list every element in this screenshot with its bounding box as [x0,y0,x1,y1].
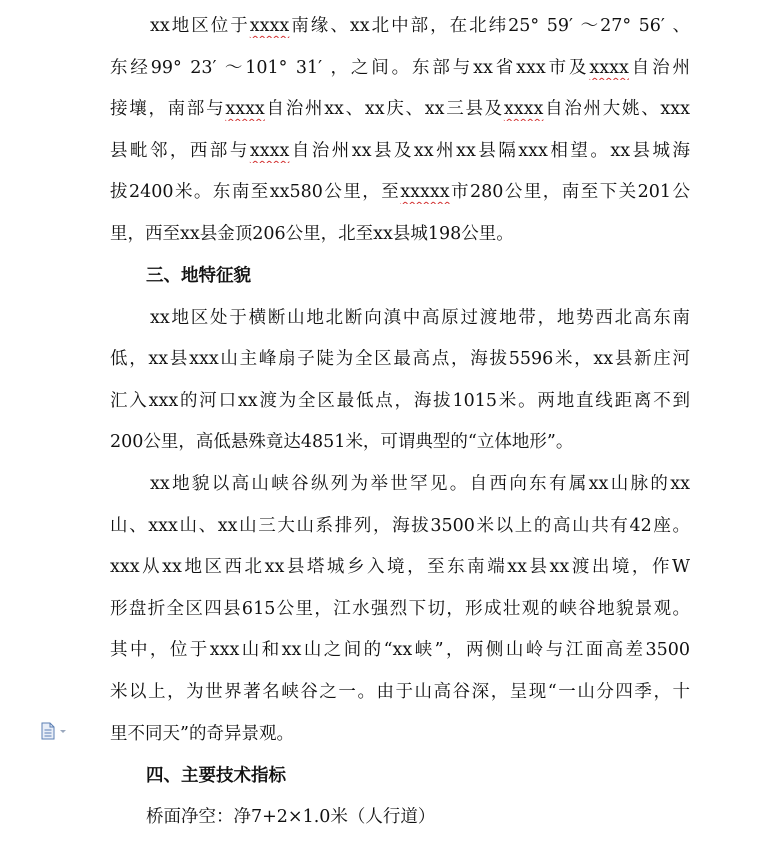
text-run: xx地区位于 [150,16,250,36]
section-heading-3: 三、地特征貌 [146,266,251,286]
para2-line-4: 200公里，高低悬殊竟达4851米，可谓典型的“立体地形”。 [110,432,574,452]
para2-line-2: 低，xx县xxx山主峰扇子陡为全区最高点，海拔5596米，xx县新庄河 [110,349,690,369]
para3-line-3: xxx从xx地区西北xx县塔城乡入境，至东南端xx县xx渡出境，作W [110,557,690,577]
para1-line-5 [110,180,690,204]
para3-line-7: 里不同天”的奇异景观。 [110,724,294,744]
text-run: 县毗邻，西部与 [110,141,250,161]
spellcheck-flagged-word: xxxx [589,58,629,78]
text-run: 自治州大姚、xxx [543,99,690,119]
spellcheck-flagged-word: xxxx [249,16,290,36]
text-run: 自治州xx、xx庆、xx三县及 [264,99,504,119]
spellcheck-flagged-word: xxxx [225,99,265,119]
text-run: 东经99° 23′ ～101° 31′ ，之间。东部与xx省xxx市及 [110,58,590,78]
spec-line: 桥面净空：净7+2×1.0米（人行道） [146,807,436,827]
para1-line-2 [110,56,690,80]
text-run: 自治州xx县及xx州xx县隔xxx相望。xx县城海 [289,141,690,161]
para1-line-4 [110,139,690,163]
para3-line-1: xx地貌以高山峡谷纵列为举世罕见。自西向东有属xx山脉的xx [150,474,690,494]
para3-line-2: 山、xxx山、xx山三大山系排列，海拔3500米以上的高山共有42座。 [110,516,690,536]
text-run: 里，西至xx县金顶206公里，北至xx县城198公里。 [110,224,514,244]
spellcheck-flagged-word: xxxx [249,141,290,161]
spellcheck-flagged-word: xxxxx [400,182,450,202]
para2-line-3: 汇入xxx的河口xx渡为全区最低点，海拔1015米。两地直线距离不到 [110,391,690,411]
para1-line-3 [110,97,690,121]
para3-line-5: 其中，位于xxx山和xx山之间的“xx峡”，两侧山岭与江面高差3500 [110,640,690,660]
para3-line-6: 米以上，为世界著名峡谷之一。由于山高谷深，呈现“一山分四季，十 [110,682,690,702]
spellcheck-flagged-word: xxxx [503,99,544,119]
para1-line-6 [110,222,690,246]
section-heading-4: 四、主要技术指标 [146,766,286,786]
text-run: 自治州 [628,58,690,78]
para1-line-1 [150,14,690,38]
text-run: 接壤，南部与 [110,99,226,119]
text-run: 南缘、xx北中部，在北纬25° 59′ ～27° 56′ 、 [289,16,690,36]
text-run: 市280公里，南至下关201公 [449,182,690,202]
text-run: 拔2400米。东南至xx580公里，至 [110,182,401,202]
para3-line-4: 形盘折全区四县615公里，江水强烈下切，形成壮观的峡谷地貌景观。 [110,599,690,619]
para2-line-1: xx地区处于横断山地北断向滇中高原过渡地带，地势西北高东南 [150,308,690,328]
document-options-icon[interactable] [40,722,74,740]
